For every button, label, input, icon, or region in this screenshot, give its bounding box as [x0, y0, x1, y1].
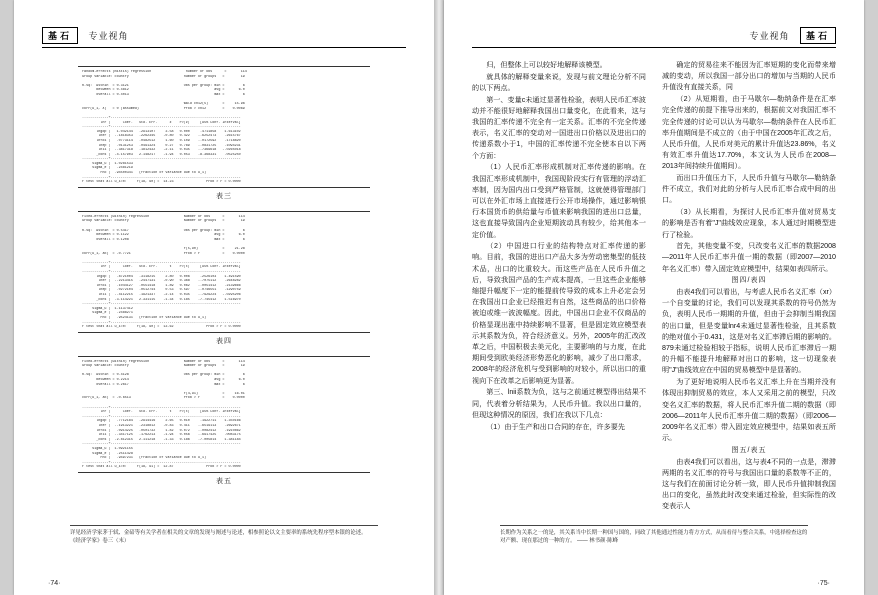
journal-logo: 基石 — [800, 27, 836, 44]
stata-line: sigma_e | .2488271 — [82, 311, 133, 316]
right-footnote-text: 长期作为关系之一的是，其关系当中长期一种国与国的，同政了其他通过性能力将方方式，从而看待与整合关系，中选择检查这的对产额、现在那过的一种的方。 — [500, 530, 808, 544]
stata-line: lnii | -.3817318 .1812432 -2.11 0.035 -.7369618 -.0265018 — [82, 148, 241, 153]
stata-line: between = 0.4812 avg = 6.0 — [82, 88, 245, 93]
stata-line: sigma_u | 1.1137412 — [82, 306, 133, 311]
table-block-4 — [78, 211, 370, 346]
stata-line: rho | .9497231 (fraction of variance due to u_i) — [82, 456, 207, 461]
paragraph: 由表4我们可以看出，与考虑人民币名义汇率（xr）一个自变量的讨论，我们可以发现其系数的符号仍然为负，表明人民币一期期的升值，但由于会抑制当期我国的出口量，但是变量lnr4未通过显著性检验，且其系数的绝对值小于0.431，这是对名义汇率滞后期的影响的。879未通过检验相较于指标，说明人民币汇率滞后一期的升幅不能提升地解释对出口的影响，这一切现象表明"J"曲线效应在中国的贸易模型中是显著的。 — [662, 288, 836, 375]
right-footnote — [500, 525, 808, 545]
stata-line: corr(u_i, X) = 0 (assumed) Prob > chi2 = 0.0069 — [82, 106, 245, 111]
stata-output-5 — [78, 356, 370, 473]
stata-line: lnii | -.4112215 .1921337 -2.14 0.035 -.7929224 -.0295206 — [82, 292, 241, 297]
paragraph: 就具体的解释变量来说，发现与前文理论分析不同的以下两点。 — [472, 72, 646, 92]
stata-line: lner | -.1913221 .2318812 -0.83 0.411 -.6519113 .2692671 — [82, 424, 241, 428]
stata-tables — [78, 66, 370, 525]
left-running-head — [42, 26, 406, 52]
stata-line: overall = 0.1208 max = 6 — [82, 237, 245, 242]
paragraph: 为了更好地说明人民币名义汇率上升在当期并没有体现出抑制贸易的效应，本人又采用之前的模型，只改变名义汇率的数据，将人民币汇率升值二期的数据（即2006—2011年人民币汇率升值二期的数据）（即2006—2009年名义汇率）带入固定效应模型中，结果如表五所示。 — [662, 378, 836, 443]
stata-line: lngdp | .7712184 .2914416 2.65 0.010 .1922711 1.350166 — [82, 419, 241, 424]
stata-line: -------------+---------------------------------------------------------------- — [82, 405, 241, 410]
paragraph: 确定的贸易往来不能因为汇率短期的变化而带来增减的变动，所以我国一部分出口的增加与当期的人民币升值没有直接关系，同 — [662, 61, 836, 92]
stata-line: lnr | Coef. Std. Err. t P>|t| [95% Conf. Interval] — [82, 265, 241, 270]
stata-line: -------------+---------------------------------------------------------------- — [82, 414, 241, 419]
left-page-number: ·74· — [48, 580, 61, 587]
stata-output-3 — [78, 66, 370, 188]
stata-line: -------------+---------------------------------------------------------------- — [82, 460, 241, 465]
right-page — [444, 0, 864, 595]
stata-line: lngdp | .8721004 .3118215 2.80 0.006 .2526103 1.491590 — [82, 274, 241, 279]
stata-line: sigma_u | 1.0281533 — [82, 161, 133, 166]
stata-line: F test that all u_i=0: F(18, 90) = 14.23 Prob > F = 0.0000 — [82, 180, 241, 185]
head-rule — [42, 47, 406, 48]
stata-line: rho | .9524131 (fraction of variance due to u_i) — [82, 315, 207, 320]
left-page — [14, 0, 434, 595]
stata-line: lngdp | 1.042144 .2913107 3.58 0.000 .4711858 1.613102 — [82, 129, 241, 134]
left-footnote-text: 详见经济学家茅于轼、金碚等有关学者在相关的文章的发现与阐述与论述，相参照论以文主要率的系统先程序型本银的论述。 — [70, 530, 367, 536]
stata-line: -------------+---------------------------------------------------------------- — [82, 320, 241, 325]
stata-line: _cons | -4.157903 2.148217 -1.94 0.053 -8.368331 .0525250 — [82, 152, 241, 157]
stata-line: Fixed-effects (within) regression Number of obs = 114 — [82, 214, 245, 219]
table-block-5 — [78, 356, 370, 486]
column-left — [472, 60, 646, 529]
stata-line: -------------+---------------------------------------------------------------- — [82, 269, 241, 274]
stata-line: F test that all u_i=0: F(18, 91) = 12.87 Prob > F = 0.0000 — [82, 465, 241, 470]
stata-line: -------------+---------------------------------------------------------------- — [82, 175, 241, 180]
stata-line: lnep | .0131253 .0491324 0.27 0.789 -.0831725 .1094231 — [82, 143, 241, 148]
page-gutter — [434, 0, 444, 595]
right-running-head — [472, 26, 836, 52]
left-page-content — [42, 26, 406, 569]
paragraph: 第三、lnii系数为负，这与之前通过模型得出结果不同，代表着分析结果为，人民币升值。我以出口量的，但现这种情况的原因，我们在我以下几点： — [472, 388, 646, 419]
stata-line: lner | -.1818353 .2262345 -0.80 0.422 -.6252473 .2615767 — [82, 134, 241, 139]
stata-line: _cons | -2.812315 2.111218 -1.33 0.186 -7.005814 1.381184 — [82, 437, 241, 442]
stata-line: F(5,90) = 21.28 — [82, 247, 245, 251]
stata-line: between = 0.2214 avg = 6.0 — [82, 378, 245, 383]
figure-caption: 图五/表五 — [731, 446, 767, 454]
section-title: 专业视角 — [88, 31, 129, 41]
stata-line: R-sq: within = 0.5417 Obs per group: min = 6 — [82, 228, 245, 233]
stata-line: corr(u_i, Xb) = -0.6513 Prob > F = 0.0000 — [82, 396, 245, 401]
column-right — [662, 60, 836, 529]
stata-line: overall = 0.4013 max = 6 — [82, 92, 245, 97]
stata-line: -------------+---------------------------------------------------------------- — [82, 302, 241, 307]
left-footnote-source: 《经济学家》卷三（末） — [70, 538, 130, 544]
paragraph: 第一、变量c未通过显著性检验，表明人民币汇率波动并不能很好地解释我国出口量变化，在此看来，这与我国的汇率传递不完全有一定关系。汇率的不完全传递表示，名义汇率的变动对一国进出口价格以及进出口的传递系数小于1，中国的汇率传递不完全使本自以下两个方面： — [472, 95, 646, 160]
figure-caption: 图四/表四 — [731, 277, 767, 285]
stata-line: Group variable: country Number of groups = 19 — [82, 219, 245, 224]
paragraph: （2）从短期看，由于马歇尔—勒纳条件是在汇率完全传递的前提下推导出来的，根据前文对我国汇率不完全传递的讨论可以认为马歇尔—勒纳条件在人民币汇率升值期间是不成立的（由于中国在2005年汇改之后，人民币升值，人民币对美元的累计升值达23.86%，名义有效汇率升值达17.70%，本文认为人民币在2008—2013年间持续升值期间）。 — [662, 95, 836, 171]
stata-line: -------------+---------------------------------------------------------------- — [82, 157, 241, 162]
head-rule — [472, 47, 836, 48]
paragraph: （1）由于生产和出口合同的存在，许多要先 — [486, 422, 625, 431]
stata-line: lner | -.2213415 .2447131 -0.90 0.368 -.7075112 .2648282 — [82, 279, 241, 284]
stata-line: Fixed-effects (within) regression Number of obs = 114 — [82, 359, 245, 364]
stata-line: -------------+---------------------------------------------------------------- — [82, 260, 241, 265]
stata-line: overall = 0.2617 max = 6 — [82, 382, 245, 387]
journal-logo: 基石 — [42, 27, 78, 44]
table-caption-3: 表三 — [216, 192, 232, 200]
stata-line: Wald chi2(5) = 15.96 — [82, 102, 245, 107]
table-caption-4: 表四 — [216, 337, 232, 345]
table-caption-5: 表五 — [216, 477, 232, 485]
paragraph: （1）人民币汇率形成机制对汇率传递的影响。在我国汇率形成机制中，我国现阶段实行有管理的浮动汇率制，因为国内出口受到严格管制，这就使得管理部门可以在外汇市场上直接进行公开市场操作，通过影响银行本国货币的供给量与币值来影响我国的进出口总量，这也直接导致国内企业短期波动具有较少，给其他本一定价值。 — [472, 163, 646, 239]
paragraph: 首先，其他变量不变，只改变名义汇率的数据2008—2011年人民币汇率升值一期的数据（即2007—2010年名义汇率）带入固定效应模型中，结果如表四所示。 — [662, 242, 836, 273]
stata-line: random-effects (mistis) regression number of obs = 114 — [82, 70, 247, 74]
right-page-content — [472, 26, 836, 569]
stata-line: -------------+---------------------------------------------------------------- — [82, 125, 241, 130]
stata-line: lnep | .0272104 .0512744 0.53 0.597 -.0746551 .1290759 — [82, 288, 241, 293]
stata-line: _cons | -3.114221 2.331115 -1.34 0.185 -7.745412 1.516970 — [82, 297, 241, 302]
stata-line: corr(u_i, Xb) = -0.7721 Prob > F = 0.0000 — [82, 251, 245, 256]
stata-line: sigma_u | 1.0921155 — [82, 446, 133, 451]
stata-line: Group variable: country Number of groups = 19 — [82, 364, 245, 369]
table-block-3 — [78, 66, 370, 201]
paragraph: 由表4我们可以看出，这与表4不同的一点是，滞滞两期的名义汇率的符号与我国出口量的系数等不正的，这与我们在前面讨论分析一致，即人民币升值抑制我国出口的变化，虽然此时改变来通过检验，但实际性的改变表示人 — [662, 457, 836, 511]
stata-line: lnii | -.3417125 .1762213 -1.94 0.056 -.6917425 .0083175 — [82, 433, 241, 438]
section-title: 专业视角 — [749, 31, 790, 41]
stata-line: F test that all u_i=0: F(18, 90) = 13.62 Prob > F = 0.0000 — [82, 325, 241, 330]
stata-line: sigma_e | .2511428 — [82, 451, 133, 456]
left-footnote — [70, 525, 378, 545]
stata-line: -------------+---------------------------------------------------------------- — [82, 442, 241, 447]
paragraph: （2）中国进口行业的结构特点对汇率传递的影响。目前，我国的进出口产品大多为劳动密集型的低技术品，出口的比重较大。而这些产品在人民币升值之后，导致我国产品的生产成本提高，一旦这些企业能够缩提升幅度下一定的能提前传导致的成本上升必定会另在我国出口企业已经推迟有自然，这些商品的出口价格被迫或维一波波幅度。因此，中国出口企业不仅商品的价格显现出涨中持续影响不显著，但是固定效应模型表示其系数为负，符合经济意义。另外，2005年的汇改改革之后，中国积极去美元化，主要影响的与力度，在此期间受到欧美经济形势恶化的影响，减少了出口需求，2008年的经济危机与受到影响的对较小，所以出口的重视向下在改革之后影响更为显著。 — [472, 242, 646, 385]
stata-line: F(4,91) = 16.01 — [82, 391, 245, 396]
stata-line: lnr | Coef. Std. Err. z P>|z| [95% Conf. Interval] — [82, 120, 241, 125]
stata-line: rho | .94500341 (fraction of variance due to u_i) — [82, 171, 207, 176]
stata-line: R-sq: within = 0.4128 Obs per group: min = 6 — [82, 373, 245, 378]
right-page-number: ·75· — [817, 580, 830, 587]
stata-line: lnr | Coef. Std. Err. t P>|t| [95% Conf. Interval] — [82, 410, 241, 415]
stata-line: lnfdi | .0773114 .0482512 1.60 0.109 -.0172592 .1718820 — [82, 138, 241, 143]
stata-line: Group variable: country number of groups = 19 — [82, 74, 245, 79]
right-footnote-source: —— 林书颜·陈峰 — [576, 538, 619, 544]
stata-line: lnfdi | .0914225 .0501732 1.82 0.072 -.0082412 .1910862 — [82, 428, 241, 433]
stata-line: R-sq: within = 0.3121 Obs per group: min = 6 — [82, 83, 245, 88]
paragraph: 归，但整体上可以较好地解释该模型。 — [486, 61, 607, 69]
stata-line: -------------+---------------------------------------------------------------- — [82, 115, 241, 120]
stata-line: between = 0.1122 avg = 6.0 — [82, 233, 245, 238]
paragraph: （3）从长期看，为探讨人民币汇率升值对贸易支的影响是否有着"J"曲线效应现象，本人通过时期模型进行了检验。 — [662, 208, 836, 239]
paragraph: 而出口升值压力下，人民币升值与马歇尔—勒纳条件不成立，我们对此的分析与人民币汇率合成中间的出口。 — [662, 174, 836, 205]
stata-output-4 — [78, 211, 370, 333]
stata-line: sigma_e | .2481219 — [82, 166, 133, 171]
text-columns — [472, 60, 836, 529]
stata-line: lnfdi | .1044127 .0551418 1.89 0.062 -.0051412 .2139666 — [82, 283, 241, 288]
